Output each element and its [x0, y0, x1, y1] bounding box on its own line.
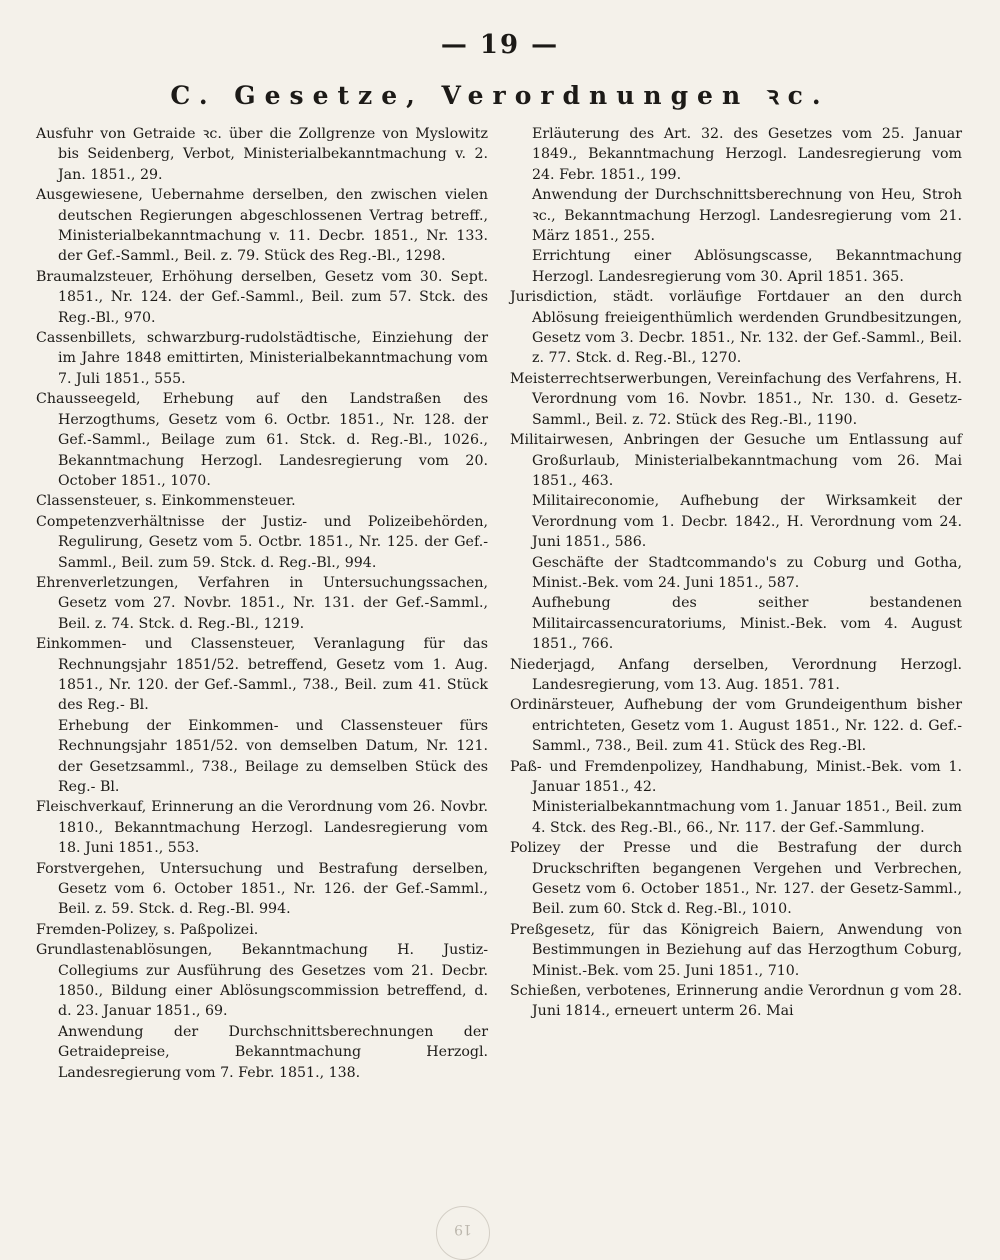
index-subentry: Anwendung der Durchschnittsberechnungen der Getraidepreise, Bekanntmachung Herzogl. Landesregierung vom 7. Febr. 1851., 138.: [58, 1023, 488, 1081]
library-stamp-number: 19: [454, 1221, 472, 1237]
index-entry: Ausgewiesene, Uebernahme derselben, den zwischen vielen deutschen Regierungen abgeschlossenen Vertrag betreff., Ministerialbekanntmachung v. 11. Decbr. 1851., Nr. 133. der Gef.-Samml., Beil. z. 79. Stück des Reg.-Bl., 1298.: [36, 187, 488, 265]
index-subentry: Geschäfte der Stadtcommando's zu Coburg und Gotha, Minist.-Bek. vom 24. Juni 1851., 587.: [532, 554, 962, 591]
index-subentry: Erhebung der Einkommen- und Classensteuer fürs Rechnungsjahr 1851/52. von demselben Datum, Nr. 121. der Gesetzsamml., 738., Beilage zu demselben Stück des Reg.- Bl.: [58, 717, 488, 795]
left-column: [36, 124, 488, 1083]
index-subentry: Anwendung der Durchschnittsberechnung von Heu, Stroh ꝛc., Bekanntmachung Herzogl. Landesregierung vom 21. März 1851., 255.: [532, 187, 962, 245]
index-entry: Polizey der Presse und die Bestrafung der durch Druckschriften begangenen Vergehen und Verbrechen, Gesetz vom 6. October 1851., Nr. 127. der Gesetz-Samml., Beil. zum 60. Stck d. Reg.-Bl., 1010.: [510, 840, 962, 918]
index-entry: Preßgesetz, für das Königreich Baiern, Anwendung von Bestimmungen in Beziehung auf das Herzogthum Coburg, Minist.-Bek. vom 25. Juni 1851., 710.: [510, 921, 962, 979]
index-entry: Jurisdiction, städt. vorläufige Fortdauer an den durch Ablösung freieigenthümlich werdenden Grundbesitzungen, Gesetz vom 3. Decbr. 1851., Nr. 132. der Gef.-Samml., Beil. z. 77. Stck. d. Reg.-Bl., 1270.: [510, 289, 962, 367]
index-subentry: Errichtung einer Ablösungscasse, Bekanntmachung Herzogl. Landesregierung vom 30. April 1851. 365.: [532, 248, 962, 285]
page-number: — 19 —: [440, 30, 560, 60]
index-entry: Schießen, verbotenes, Erinnerung andie Verordnun g vom 28. Juni 1814., erneuert unterm 26. Mai: [510, 983, 962, 1020]
index-entry: Fleischverkauf, Erinnerung an die Verordnung vom 26. Novbr. 1810., Bekanntmachung Herzogl. Landesregierung vom 18. Juni 1851., 553.: [36, 799, 488, 857]
index-subentry: Erläuterung des Art. 32. des Gesetzes vom 25. Januar 1849., Bekanntmachung Herzogl. Landesregierung vom 24. Febr. 1851., 199.: [532, 126, 962, 183]
index-subentry: Ministerialbekanntmachung vom 1. Januar 1851., Beil. zum 4. Stck. des Reg.-Bl., 66., Nr. 117. der Gef.-Sammlung.: [532, 799, 962, 836]
library-stamp: [436, 1206, 490, 1260]
index-entry: Niederjagd, Anfang derselben, Verordnung Herzogl. Landesregierung, vom 13. Aug. 1851. 781.: [510, 656, 962, 693]
index-subentry: Militaireconomie, Aufhebung der Wirksamkeit der Verordnung vom 1. Decbr. 1842., H. Verordnung vom 24. Juni 1851., 586.: [532, 493, 962, 551]
section-heading: C. Gesetze, Verordnungen ꝛc.: [170, 81, 830, 110]
index-entry: Ausfuhr von Getraide ꝛc. über die Zollgrenze von Myslowitz bis Seidenberg, Verbot, Ministerialbekanntmachung v. 2. Jan. 1851., 29.: [36, 126, 488, 183]
index-entry: Grundlastenablösungen, Bekanntmachung H. Justiz-Collegiums zur Ausführung des Gesetzes vom 21. Decbr. 1850., Bildung einer Ablösungscommission betreffend, d. d. 23. Januar 1851., 69.: [36, 942, 488, 1020]
index-entry: Chausseegeld, Erhebung auf den Landstraßen des Herzogthums, Gesetz vom 6. Octbr. 1851., Nr. 128. der Gef.-Samml., Beilage zum 61. Stck. d. Reg.-Bl., 1026., Bekanntmachung Herzogl. Landesregierung vom 20. October 1851., 1070.: [36, 391, 488, 489]
index-entry: Classensteuer, s. Einkommensteuer.: [36, 493, 296, 510]
index-entry: Paß- und Fremdenpolizey, Handhabung, Minist.-Bek. vom 1. Januar 1851., 42.: [510, 758, 962, 795]
index-entry: Braumalzsteuer, Erhöhung derselben, Gesetz vom 30. Sept. 1851., Nr. 124. der Gef.-Samml., Beil. zum 57. Stck. des Reg.-Bl., 970.: [36, 268, 488, 326]
index-entry: Ehrenverletzungen, Verfahren in Untersuchungssachen, Gesetz vom 27. Novbr. 1851., Nr. 131. der Gef.-Samml., Beil. z. 74. Stck. d. Reg.-Bl., 1219.: [36, 574, 488, 632]
index-entry: Einkommen- und Classensteuer, Veranlagung für das Rechnungsjahr 1851/52. betreffend, Gesetz vom 1. Aug. 1851., Nr. 120. der Gef.-Samml., 738., Beil. zum 41. Stück des Reg.- Bl.: [36, 636, 488, 714]
index-subentry: Aufhebung des seither bestandenen Militaircassencuratoriums, Minist.-Bek. vom 4. August 1851., 766.: [532, 595, 962, 653]
index-entry: Forstvergehen, Untersuchung und Bestrafung derselben, Gesetz vom 6. October 1851., Nr. 126. der Gef.-Samml., Beil. z. 59. Stck. d. Reg.-Bl. 994.: [36, 860, 488, 918]
index-entry: Cassenbillets, schwarzburg-rudolstädtische, Einziehung der im Jahre 1848 emittirten, Ministerialbekanntmachung vom 7. Juli 1851., 555.: [36, 330, 488, 387]
index-entry: Competenzverhältnisse der Justiz- und Polizeibehörden, Regulirung, Gesetz vom 5. Octbr. 1851., Nr. 125. der Gef.-Samml., Beil. zum 59. Stck. d. Reg.-Bl., 994.: [36, 513, 488, 571]
right-column: [510, 124, 962, 1022]
index-entry: Meisterrechtserwerbungen, Vereinfachung des Verfahrens, H. Verordnung vom 16. Novbr. 1851., Nr. 130. d. Gesetz-Samml., Beil. z. 72. Stück des Reg.-Bl., 1190.: [510, 370, 962, 428]
index-entry: Militairwesen, Anbringen der Gesuche um Entlassung auf Großurlaub, Ministerialbekanntmachung vom 26. Mai 1851., 463.: [510, 432, 962, 489]
index-entry: Fremden-Polizey, s. Paßpolizei.: [36, 921, 259, 938]
index-entry: Ordinärsteuer, Aufhebung der vom Grundeigenthum bisher entrichteten, Gesetz vom 1. August 1851., Nr. 122. d. Gef.-Samml., 738., Beil. zum 41. Stück des Reg.-Bl.: [510, 697, 962, 755]
